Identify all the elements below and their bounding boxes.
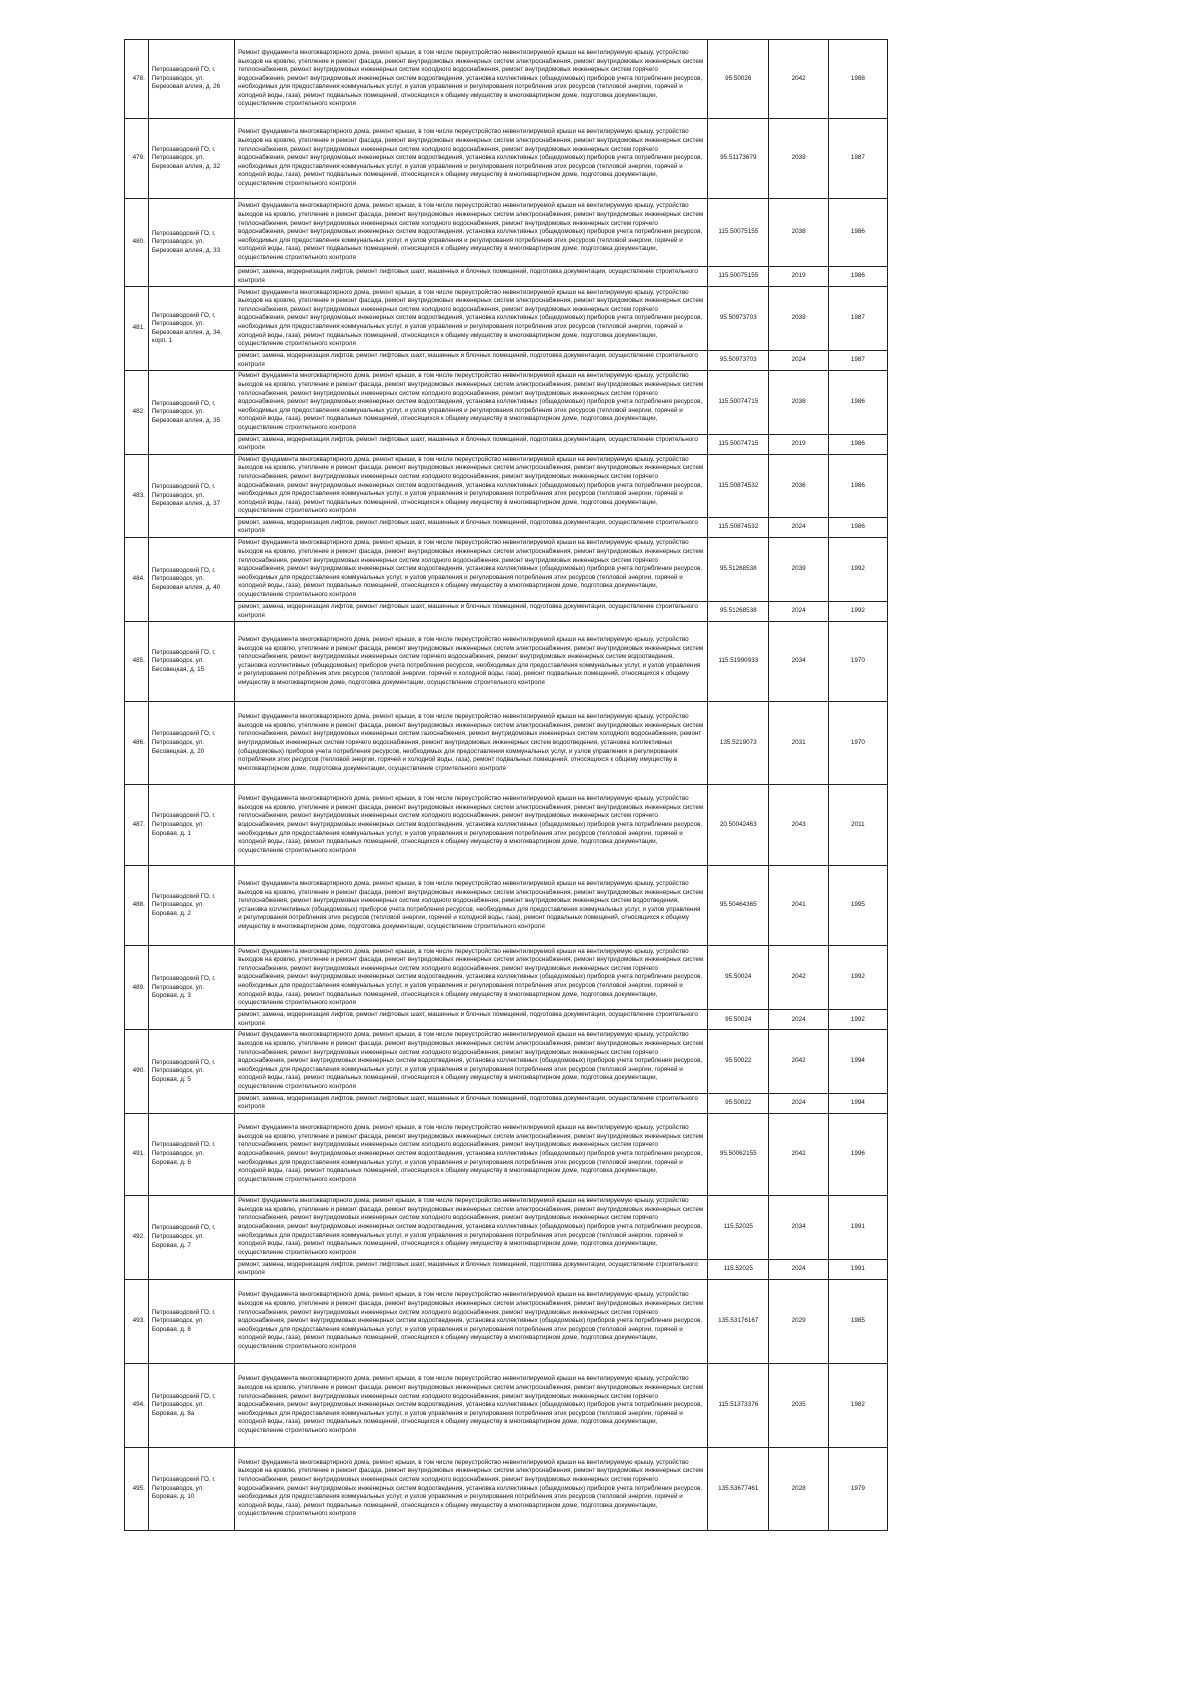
- planned-year-cell: 2042: [769, 1030, 828, 1093]
- planned-year-cell: 2034: [769, 1195, 828, 1259]
- planned-year-cell: 2024: [769, 1093, 828, 1113]
- works-description-cell: Ремонт фундамента многоквартирного дома, ремонт крыши, в том числе переустройство невентилируемой крыши на вентилируемую крышу, устройство выходов на кровлю, утепление и ремонт фасада, ремонт внутридомовых инженерных систем электроснабжения, ремонт внутридомовых инженерных систем теплоснабжения, ремонт внутридомовых инженерных систем холодного водоснабжения, ремонт внутридомовых инженерных систем горячего водоснабжения, ремонт внутридомовых инженерных систем водоотведения, установка коллективных (общедомовых) приборов учета потребления ресурсов, необходимых для предоставления коммунальных услуг, и узлов управления и регулирования потребления этих ресурсов (тепловой энергии, горячей и холодной воды, газа), ремонт подвальных помещений, относящихся к общему имуществу в многоквартирном доме, подготовка документации, осуществление строительного контроля: [235, 119, 708, 199]
- table-row: [125, 1363, 888, 1447]
- built-year-cell: 1987: [828, 119, 887, 199]
- built-year-cell: 1992: [828, 946, 887, 1010]
- cost-cell: 95.50062155: [708, 1113, 769, 1195]
- row-number: 493.: [125, 1279, 149, 1363]
- planned-year-cell: 2039: [769, 538, 828, 602]
- planned-year-cell: 2043: [769, 785, 828, 866]
- address-cell: Петрозаводский ГО, г. Петрозаводск, ул. Бесовецкая, д. 20: [148, 702, 234, 785]
- address-cell: Петрозаводский ГО, г. Петрозаводск, ул. Боровая, д. 8: [148, 1279, 234, 1363]
- built-year-cell: 1987: [828, 287, 887, 351]
- cost-cell: 115.50075155: [708, 199, 769, 267]
- cost-cell: 95.50464365: [708, 866, 769, 946]
- planned-year-cell: 2039: [769, 119, 828, 199]
- cost-cell: 95.50022: [708, 1030, 769, 1093]
- built-year-cell: 1986: [828, 434, 887, 454]
- cost-cell: 95.51268538: [708, 538, 769, 602]
- row-number: 494.: [125, 1363, 149, 1447]
- row-number: 478.: [125, 40, 149, 119]
- cost-cell: 95.50973703: [708, 351, 769, 371]
- table-row: [125, 1279, 888, 1363]
- table-row: [125, 622, 888, 702]
- works-description-cell: Ремонт фундамента многоквартирного дома, ремонт крыши, в том числе переустройство невентилируемой крыши на вентилируемую крышу, устройство выходов на кровлю, утепление и ремонт фасада, ремонт внутридомовых инженерных систем электроснабжения, ремонт внутридомовых инженерных систем теплоснабжения, ремонт внутридомовых инженерных систем холодного водоснабжения, ремонт внутридомовых инженерных систем горячего водоснабжения, ремонт внутридомовых инженерных систем водоотведения, установка коллективных (общедомовых) приборов учета потребления ресурсов, необходимых для предоставления коммунальных услуг, и узлов управления и регулирования потребления этих ресурсов (тепловой энергии, горячей и холодной воды, газа), ремонт подвальных помещений, относящихся к общему имуществу в многоквартирном доме, подготовка документации, осуществление строительного контроля: [235, 1195, 708, 1259]
- row-number: 490.: [125, 1030, 149, 1113]
- cost-cell: 115.50874532: [708, 517, 769, 537]
- row-number: 481.: [125, 287, 149, 371]
- table-row-lift: [125, 267, 888, 287]
- table-row-lift: [125, 1010, 888, 1030]
- works-description-cell: ремонт, замена, модернизация лифтов, ремонт лифтовых шахт, машинных и блочных помещений, подготовка документации, осуществление строительного контроля: [235, 1259, 708, 1279]
- row-number: 480.: [125, 199, 149, 287]
- planned-year-cell: 2034: [769, 622, 828, 702]
- address-cell: Петрозаводский ГО, г. Петрозаводск, ул. Боровая, д. 5: [148, 1030, 234, 1113]
- table-body: [125, 40, 888, 1531]
- row-number: 485.: [125, 622, 149, 702]
- table-row: [125, 785, 888, 866]
- cost-cell: 115.50075155: [708, 267, 769, 287]
- table-row: [125, 702, 888, 785]
- built-year-cell: 1970: [828, 622, 887, 702]
- built-year-cell: 1987: [828, 351, 887, 371]
- row-number: 487.: [125, 785, 149, 866]
- address-cell: Петрозаводский ГО, г. Петрозаводск, ул. Боровая, д. 3: [148, 946, 234, 1030]
- built-year-cell: 1982: [828, 1363, 887, 1447]
- planned-year-cell: 2029: [769, 1279, 828, 1363]
- planned-year-cell: 2035: [769, 1363, 828, 1447]
- works-description-cell: Ремонт фундамента многоквартирного дома, ремонт крыши, в том числе переустройство невентилируемой крыши на вентилируемую крышу, устройство выходов на кровлю, утепление и ремонт фасада, ремонт внутридомовых инженерных систем электроснабжения, ремонт внутридомовых инженерных систем теплоснабжения, ремонт внутридомовых инженерных систем холодного водоснабжения, ремонт внутридомовых инженерных систем водоотведения, установка коллективных (общедомовых) приборов учета потребления ресурсов, необходимых для предоставления коммунальных услуг, и узлов управления и регулирования потребления этих ресурсов (тепловой энергии, горячей и холодной воды, газа), ремонт подвальных помещений, относящихся к общему имуществу в многоквартирном доме, подготовка документации, осуществление строительного контроля: [235, 866, 708, 946]
- table-row-lift: [125, 517, 888, 537]
- address-cell: Петрозаводский ГО, г. Петрозаводск, ул. Боровая, д. 6: [148, 1113, 234, 1195]
- cost-cell: 95.50973703: [708, 287, 769, 351]
- row-number: 486.: [125, 702, 149, 785]
- cost-cell: 95.51268538: [708, 602, 769, 622]
- row-number: 479.: [125, 119, 149, 199]
- planned-year-cell: 2024: [769, 1259, 828, 1279]
- planned-year-cell: 2019: [769, 434, 828, 454]
- planned-year-cell: 2036: [769, 454, 828, 517]
- works-description-cell: Ремонт фундамента многоквартирного дома, ремонт крыши, в том числе переустройство невентилируемой крыши на вентилируемую крышу, устройство выходов на кровлю, утепление и ремонт фасада, ремонт внутридомовых инженерных систем электроснабжения, ремонт внутридомовых инженерных систем теплоснабжения, ремонт внутридомовых инженерных систем холодного водоснабжения, ремонт внутридомовых инженерных систем горячего водоснабжения, ремонт внутридомовых инженерных систем водоотведения, установка коллективных (общедомовых) приборов учета потребления ресурсов, необходимых для предоставления коммунальных услуг, и узлов управления и регулирования потребления этих ресурсов (тепловой энергии, горячей и холодной воды, газа), ремонт подвальных помещений, относящихся к общему имуществу в многоквартирном доме, подготовка документации, осуществление строительного контроля: [235, 1447, 708, 1530]
- works-description-cell: ремонт, замена, модернизация лифтов, ремонт лифтовых шахт, машинных и блочных помещений, подготовка документации, осуществление строительного контроля: [235, 1010, 708, 1030]
- row-number: 492.: [125, 1195, 149, 1279]
- works-description-cell: Ремонт фундамента многоквартирного дома, ремонт крыши, в том числе переустройство невентилируемой крыши на вентилируемую крышу, устройство выходов на кровлю, утепление и ремонт фасада, ремонт внутридомовых инженерных систем электроснабжения, ремонт внутридомовых инженерных систем теплоснабжения, ремонт внутридомовых инженерных систем холодного водоснабжения, ремонт внутридомовых инженерных систем горячего водоснабжения, ремонт внутридомовых инженерных систем водоотведения, установка коллективных (общедомовых) приборов учета потребления ресурсов, необходимых для предоставления коммунальных услуг, и узлов управления и регулирования потребления этих ресурсов (тепловой энергии, горячей и холодной воды, газа), ремонт подвальных помещений, относящихся к общему имуществу в многоквартирном доме, подготовка документации, осуществление строительного контроля: [235, 785, 708, 866]
- works-description-cell: ремонт, замена, модернизация лифтов, ремонт лифтовых шахт, машинных и блочных помещений, подготовка документации, осуществление строительного контроля: [235, 434, 708, 454]
- cost-cell: 135.53677461: [708, 1447, 769, 1530]
- works-description-cell: Ремонт фундамента многоквартирного дома, ремонт крыши, в том числе переустройство невентилируемой крыши на вентилируемую крышу, устройство выходов на кровлю, утепление и ремонт фасада, ремонт внутридомовых инженерных систем электроснабжения, ремонт внутридомовых инженерных систем теплоснабжения, ремонт внутридомовых инженерных систем холодного водоснабжения, ремонт внутридомовых инженерных систем горячего водоснабжения, ремонт внутридомовых инженерных систем водоотведения, установка коллективных (общедомовых) приборов учета потребления ресурсов, необходимых для предоставления коммунальных услуг, и узлов управления и регулирования потребления этих ресурсов (тепловой энергии, горячей и холодной воды, газа), ремонт подвальных помещений, относящихся к общему имуществу в многоквартирном доме, подготовка документации, осуществление строительного контроля: [235, 199, 708, 267]
- planned-year-cell: 2038: [769, 199, 828, 267]
- built-year-cell: 1986: [828, 517, 887, 537]
- address-cell: Петрозаводский ГО, г. Петрозаводск, ул. Боровая, д. 8а: [148, 1363, 234, 1447]
- planned-year-cell: 2024: [769, 1010, 828, 1030]
- table-row: [125, 866, 888, 946]
- planned-year-cell: 2041: [769, 866, 828, 946]
- planned-year-cell: 2031: [769, 702, 828, 785]
- cost-cell: 95.51173679: [708, 119, 769, 199]
- address-cell: Петрозаводский ГО, г. Петрозаводск, ул. Березовая аллея, д. 33: [148, 199, 234, 287]
- table-row: [125, 1195, 888, 1259]
- planned-year-cell: 2024: [769, 517, 828, 537]
- cost-cell: 115.50074715: [708, 434, 769, 454]
- row-number: 489.: [125, 946, 149, 1030]
- works-description-cell: Ремонт фундамента многоквартирного дома, ремонт крыши, в том числе переустройство невентилируемой крыши на вентилируемую крышу, устройство выходов на кровлю, утепление и ремонт фасада, ремонт внутридомовых инженерных систем электроснабжения, ремонт внутридомовых инженерных систем теплоснабжения, ремонт внутридомовых инженерных систем холодного водоснабжения, ремонт внутридомовых инженерных систем горячего водоснабжения, ремонт внутридомовых инженерных систем водоотведения, установка коллективных (общедомовых) приборов учета потребления ресурсов, необходимых для предоставления коммунальных услуг, и узлов управления и регулирования потребления этих ресурсов (тепловой энергии, горячей и холодной воды, газа), ремонт подвальных помещений, относящихся к общему имуществу в многоквартирном доме, подготовка документации, осуществление строительного контроля: [235, 1030, 708, 1093]
- address-cell: Петрозаводский ГО, г. Петрозаводск, ул. Боровая, д. 2: [148, 866, 234, 946]
- built-year-cell: 1994: [828, 1030, 887, 1093]
- row-number: 483.: [125, 454, 149, 537]
- planned-year-cell: 2024: [769, 351, 828, 371]
- works-description-cell: ремонт, замена, модернизация лифтов, ремонт лифтовых шахт, машинных и блочных помещений, подготовка документации, осуществление строительного контроля: [235, 267, 708, 287]
- built-year-cell: 1986: [828, 267, 887, 287]
- works-description-cell: Ремонт фундамента многоквартирного дома, ремонт крыши, в том числе переустройство невентилируемой крыши на вентилируемую крышу, устройство выходов на кровлю, утепление и ремонт фасада, ремонт внутридомовых инженерных систем электроснабжения, ремонт внутридомовых инженерных систем теплоснабжения, ремонт внутридомовых инженерных систем холодного водоснабжения, ремонт внутридомовых инженерных систем горячего водоснабжения, ремонт внутридомовых инженерных систем водоотведения, установка коллективных (общедомовых) приборов учета потребления ресурсов, необходимых для предоставления коммунальных услуг, и узлов управления и регулирования потребления этих ресурсов (тепловой энергии, горячей и холодной воды, газа), ремонт подвальных помещений, относящихся к общему имуществу в многоквартирном доме, подготовка документации, осуществление строительного контроля: [235, 946, 708, 1010]
- works-description-cell: Ремонт фундамента многоквартирного дома, ремонт крыши, в том числе переустройство невентилируемой крыши на вентилируемую крышу, устройство выходов на кровлю, утепление и ремонт фасада, ремонт внутридомовых инженерных систем электроснабжения, ремонт внутридомовых инженерных систем теплоснабжения, ремонт внутридомовых инженерных систем холодного водоснабжения, ремонт внутридомовых инженерных систем горячего водоснабжения, ремонт внутридомовых инженерных систем водоотведения, установка коллективных (общедомовых) приборов учета потребления ресурсов, необходимых для предоставления коммунальных услуг, и узлов управления и регулирования потребления этих ресурсов (тепловой энергии, горячей и холодной воды, газа), ремонт подвальных помещений, относящихся к общему имуществу в многоквартирном доме, подготовка документации, осуществление строительного контроля: [235, 1113, 708, 1195]
- table-row-lift: [125, 434, 888, 454]
- address-cell: Петрозаводский ГО, г. Петрозаводск, ул. Березовая аллея, д. 37: [148, 454, 234, 537]
- address-cell: Петрозаводский ГО, г. Петрозаводск, ул. Боровая, д. 7: [148, 1195, 234, 1279]
- works-description-cell: Ремонт фундамента многоквартирного дома, ремонт крыши, в том числе переустройство невентилируемой крыши на вентилируемую крышу, устройство выходов на кровлю, утепление и ремонт фасада, ремонт внутридомовых инженерных систем электроснабжения, ремонт внутридомовых инженерных систем теплоснабжения, ремонт внутридомовых инженерных систем холодного водоснабжения, ремонт внутридомовых инженерных систем горячего водоснабжения, ремонт внутридомовых инженерных систем водоотведения, установка коллективных (общедомовых) приборов учета потребления ресурсов, необходимых для предоставления коммунальных услуг, и узлов управления и регулирования потребления этих ресурсов (тепловой энергии, горячей и холодной воды, газа), ремонт подвальных помещений, относящихся к общему имуществу в многоквартирном доме, подготовка документации, осуществление строительного контроля: [235, 371, 708, 434]
- address-cell: Петрозаводский ГО, г. Петрозаводск, ул. Березовая аллея, д. 26: [148, 40, 234, 119]
- built-year-cell: 1991: [828, 1195, 887, 1259]
- cost-cell: 135.5219073: [708, 702, 769, 785]
- built-year-cell: 1986: [828, 199, 887, 267]
- built-year-cell: 1996: [828, 1113, 887, 1195]
- planned-year-cell: 2024: [769, 602, 828, 622]
- address-cell: Петрозаводский ГО, г. Петрозаводск, ул. Бесовецкая, д. 15: [148, 622, 234, 702]
- built-year-cell: 1994: [828, 1093, 887, 1113]
- table-row: [125, 371, 888, 434]
- planned-year-cell: 2019: [769, 267, 828, 287]
- cost-cell: 95.50026: [708, 40, 769, 119]
- table-row: [125, 454, 888, 517]
- address-cell: Петрозаводский ГО, г. Петрозаводск, ул. Березовая аллея, д. 32: [148, 119, 234, 199]
- cost-cell: 115.52025: [708, 1259, 769, 1279]
- address-cell: Петрозаводский ГО, г. Петрозаводск, ул. Березовая аллея, д. 35: [148, 371, 234, 454]
- built-year-cell: 1992: [828, 1010, 887, 1030]
- works-description-cell: ремонт, замена, модернизация лифтов, ремонт лифтовых шахт, машинных и блочных помещений, подготовка документации, осуществление строительного контроля: [235, 602, 708, 622]
- table-row: [125, 538, 888, 602]
- built-year-cell: 1979: [828, 1447, 887, 1530]
- table-row-lift: [125, 1259, 888, 1279]
- address-cell: Петрозаводский ГО, г. Петрозаводск, ул. Боровая, д. 1: [148, 785, 234, 866]
- table-row: [125, 1030, 888, 1093]
- row-number: 488.: [125, 866, 149, 946]
- built-year-cell: 1991: [828, 1259, 887, 1279]
- table-row: [125, 1113, 888, 1195]
- table-row-lift: [125, 602, 888, 622]
- table-row-lift: [125, 1093, 888, 1113]
- cost-cell: 115.51373376: [708, 1363, 769, 1447]
- cost-cell: 95.50022: [708, 1093, 769, 1113]
- built-year-cell: 2011: [828, 785, 887, 866]
- cost-cell: 115.50874532: [708, 454, 769, 517]
- address-cell: Петрозаводский ГО, г. Петрозаводск, ул. Березовая аллея, д. 40: [148, 538, 234, 622]
- planned-year-cell: 2042: [769, 1113, 828, 1195]
- capital-repair-table: [124, 39, 888, 1531]
- cost-cell: 115.52025: [708, 1195, 769, 1259]
- table-row: [125, 119, 888, 199]
- works-description-cell: ремонт, замена, модернизация лифтов, ремонт лифтовых шахт, машинных и блочных помещений, подготовка документации, осуществление строительного контроля: [235, 351, 708, 371]
- cost-cell: 115.51990933: [708, 622, 769, 702]
- cost-cell: 115.50074715: [708, 371, 769, 434]
- row-number: 491.: [125, 1113, 149, 1195]
- table-row: [125, 199, 888, 267]
- cost-cell: 135.53176167: [708, 1279, 769, 1363]
- planned-year-cell: 2042: [769, 40, 828, 119]
- works-description-cell: Ремонт фундамента многоквартирного дома, ремонт крыши, в том числе переустройство невентилируемой крыши на вентилируемую крышу, устройство выходов на кровлю, утепление и ремонт фасада, ремонт внутридомовых инженерных систем электроснабжения, ремонт внутридомовых инженерных систем теплоснабжения, ремонт внутридомовых инженерных систем газоснабжения, ремонт внутридомовых инженерных систем холодного водоснабжения, ремонт внутридомовых инженерных систем горячего водоснабжения, ремонт внутридомовых инженерных систем водоотведения, установка коллективных (общедомовых) приборов учета потребления ресурсов, необходимых для предоставления коммунальных услуг, и узлов управления и регулирования потребления этих ресурсов (тепловой энергии, горячей и холодной воды, газа), ремонт подвальных помещений, относящихся к общему имуществу в многоквартирном доме, подготовка документации, осуществление строительного контроля: [235, 702, 708, 785]
- works-description-cell: ремонт, замена, модернизация лифтов, ремонт лифтовых шахт, машинных и блочных помещений, подготовка документации, осуществление строительного контроля: [235, 517, 708, 537]
- built-year-cell: 1988: [828, 40, 887, 119]
- planned-year-cell: 2039: [769, 287, 828, 351]
- works-description-cell: Ремонт фундамента многоквартирного дома, ремонт крыши, в том числе переустройство невентилируемой крыши на вентилируемую крышу, устройство выходов на кровлю, утепление и ремонт фасада, ремонт внутридомовых инженерных систем электроснабжения, ремонт внутридомовых инженерных систем теплоснабжения, ремонт внутридомовых инженерных систем холодного водоснабжения, ремонт внутридомовых инженерных систем горячего водоснабжения, ремонт внутридомовых инженерных систем водоотведения, установка коллективных (общедомовых) приборов учета потребления ресурсов, необходимых для предоставления коммунальных услуг, и узлов управления и регулирования потребления этих ресурсов (тепловой энергии, горячей и холодной воды, газа), ремонт подвальных помещений, относящихся к общему имуществу в многоквартирном доме, подготовка документации, осуществление строительного контроля: [235, 538, 708, 602]
- table-row: [125, 1447, 888, 1530]
- works-description-cell: ремонт, замена, модернизация лифтов, ремонт лифтовых шахт, машинных и блочных помещений, подготовка документации, осуществление строительного контроля: [235, 1093, 708, 1113]
- row-number: 484.: [125, 538, 149, 622]
- planned-year-cell: 2042: [769, 946, 828, 1010]
- table-row: [125, 40, 888, 119]
- address-cell: Петрозаводский ГО, г. Петрозаводск, ул. Боровая, д. 10: [148, 1447, 234, 1530]
- cost-cell: 95.50024: [708, 1010, 769, 1030]
- works-description-cell: Ремонт фундамента многоквартирного дома, ремонт крыши, в том числе переустройство невентилируемой крыши на вентилируемую крышу, устройство выходов на кровлю, утепление и ремонт фасада, ремонт внутридомовых инженерных систем электроснабжения, ремонт внутридомовых инженерных систем теплоснабжения, ремонт внутридомовых инженерных систем холодного водоснабжения, ремонт внутридомовых инженерных систем горячего водоснабжения, ремонт внутридомовых инженерных систем водоотведения, установка коллективных (общедомовых) приборов учета потребления ресурсов, необходимых для предоставления коммунальных услуг, и узлов управления и регулирования потребления этих ресурсов (тепловой энергии, горячей и холодной воды, газа), ремонт подвальных помещений, относящихся к общему имуществу в многоквартирном доме, подготовка документации, осуществление строительного контроля: [235, 454, 708, 517]
- built-year-cell: 1992: [828, 602, 887, 622]
- row-number: 482.: [125, 371, 149, 454]
- works-description-cell: Ремонт фундамента многоквартирного дома, ремонт крыши, в том числе переустройство невентилируемой крыши на вентилируемую крышу, устройство выходов на кровлю, утепление и ремонт фасада, ремонт внутридомовых инженерных систем электроснабжения, ремонт внутридомовых инженерных систем теплоснабжения, ремонт внутридомовых инженерных систем холодного водоснабжения, ремонт внутридомовых инженерных систем горячего водоснабжения, ремонт внутридомовых инженерных систем водоотведения, установка коллективных (общедомовых) приборов учета потребления ресурсов, необходимых для предоставления коммунальных услуг, и узлов управления и регулирования потребления этих ресурсов (тепловой энергии, горячей и холодной воды, газа), ремонт подвальных помещений, относящихся к общему имуществу в многоквартирном доме, подготовка документации, осуществление строительного контроля: [235, 40, 708, 119]
- table-row-lift: [125, 351, 888, 371]
- address-cell: Петрозаводский ГО, г. Петрозаводск, ул. Березовая аллея, д. 34, корп. 1: [148, 287, 234, 371]
- table-row: [125, 287, 888, 351]
- built-year-cell: 1985: [828, 1279, 887, 1363]
- works-description-cell: Ремонт фундамента многоквартирного дома, ремонт крыши, в том числе переустройство невентилируемой крыши на вентилируемую крышу, устройство выходов на кровлю, утепление и ремонт фасада, ремонт внутридомовых инженерных систем электроснабжения, ремонт внутридомовых инженерных систем теплоснабжения, ремонт внутридомовых инженерных систем холодного водоснабжения, ремонт внутридомовых инженерных систем горячего водоснабжения, ремонт внутридомовых инженерных систем водоотведения, установка коллективных (общедомовых) приборов учета потребления ресурсов, необходимых для предоставления коммунальных услуг, и узлов управления и регулирования потребления этих ресурсов (тепловой энергии, горячей и холодной воды, газа), ремонт подвальных помещений, относящихся к общему имуществу в многоквартирном доме, подготовка документации, осуществление строительного контроля: [235, 287, 708, 351]
- built-year-cell: 1986: [828, 454, 887, 517]
- row-number: 495.: [125, 1447, 149, 1530]
- built-year-cell: 1992: [828, 538, 887, 602]
- cost-cell: 95.50024: [708, 946, 769, 1010]
- built-year-cell: 1970: [828, 702, 887, 785]
- works-description-cell: Ремонт фундамента многоквартирного дома, ремонт крыши, в том числе переустройство невентилируемой крыши на вентилируемую крышу, устройство выходов на кровлю, утепление и ремонт фасада, ремонт внутридомовых инженерных систем электроснабжения, ремонт внутридомовых инженерных систем теплоснабжения, ремонт внутридомовых инженерных систем горячего водоснабжения, ремонт внутридомовых инженерных систем водоотведения, установка коллективных (общедомовых) приборов учета потребления ресурсов, необходимых для предоставления коммунальных услуг, и узлов управления и регулирования потребления этих ресурсов (тепловой энергии, горячей и холодной воды, газа), ремонт подвальных помещений, относящихся к общему имуществу в многоквартирном доме, подготовка документации, осуществление строительного контроля: [235, 622, 708, 702]
- cost-cell: 20.50042463: [708, 785, 769, 866]
- planned-year-cell: 2028: [769, 1447, 828, 1530]
- works-description-cell: Ремонт фундамента многоквартирного дома, ремонт крыши, в том числе переустройство невентилируемой крыши на вентилируемую крышу, устройство выходов на кровлю, утепление и ремонт фасада, ремонт внутридомовых инженерных систем электроснабжения, ремонт внутридомовых инженерных систем теплоснабжения, ремонт внутридомовых инженерных систем холодного водоснабжения, ремонт внутридомовых инженерных систем горячего водоснабжения, ремонт внутридомовых инженерных систем водоотведения, установка коллективных (общедомовых) приборов учета потребления ресурсов, необходимых для предоставления коммунальных услуг, и узлов управления и регулирования потребления этих ресурсов (тепловой энергии, горячей и холодной воды, газа), ремонт подвальных помещений, относящихся к общему имуществу в многоквартирном доме, подготовка документации, осуществление строительного контроля: [235, 1279, 708, 1363]
- planned-year-cell: 2038: [769, 371, 828, 434]
- table-row: [125, 946, 888, 1010]
- built-year-cell: 1986: [828, 371, 887, 434]
- works-description-cell: Ремонт фундамента многоквартирного дома, ремонт крыши, в том числе переустройство невентилируемой крыши на вентилируемую крышу, устройство выходов на кровлю, утепление и ремонт фасада, ремонт внутридомовых инженерных систем электроснабжения, ремонт внутридомовых инженерных систем теплоснабжения, ремонт внутридомовых инженерных систем холодного водоснабжения, ремонт внутридомовых инженерных систем горячего водоснабжения, ремонт внутридомовых инженерных систем водоотведения, установка коллективных (общедомовых) приборов учета потребления ресурсов, необходимых для предоставления коммунальных услуг, и узлов управления и регулирования потребления этих ресурсов (тепловой энергии, горячей и холодной воды, газа), ремонт подвальных помещений, относящихся к общему имуществу в многоквартирном доме, подготовка документации, осуществление строительного контроля: [235, 1363, 708, 1447]
- built-year-cell: 1995: [828, 866, 887, 946]
